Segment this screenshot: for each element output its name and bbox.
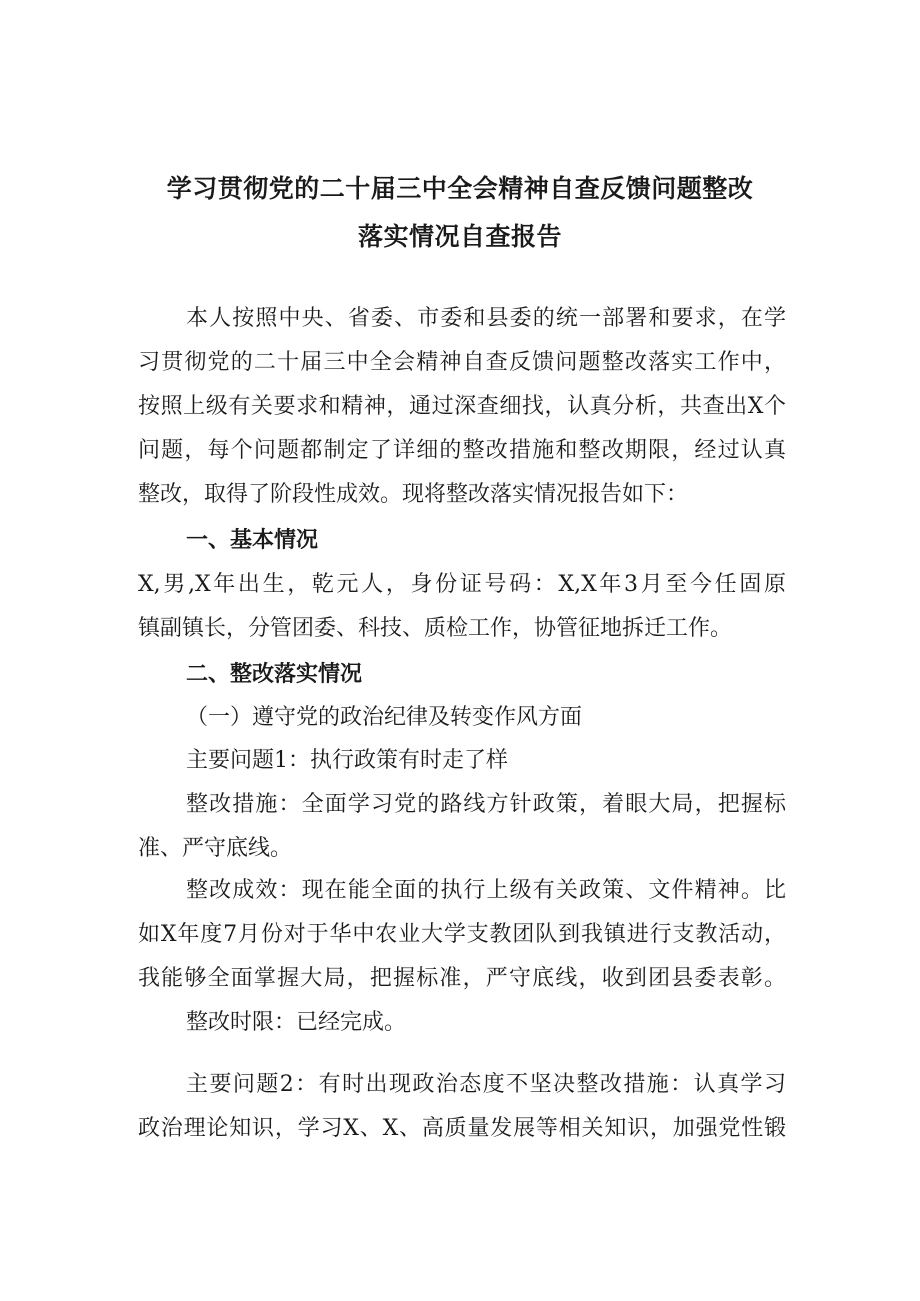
- section-1-line-2: 镇副镇长，分管团委、科技、质检工作，协管征地拆迁工作。: [138, 616, 733, 641]
- problem-1-title: 主要问题1：执行政策有时走了样: [186, 748, 508, 773]
- problem-1-measures-line-2: 准、严守底线。: [138, 836, 293, 861]
- problem-1-deadline: 整改时限：已经完成。: [186, 1010, 407, 1035]
- document-title-line-2: 落实情况自查报告: [357, 222, 562, 251]
- section-2-subheading: （一）遵守党的政治纪律及转变作风方面: [186, 705, 583, 730]
- intro-line-3: 按照上级有关要求和精神，通过深查细找，认真分析，共查出X个: [138, 394, 786, 419]
- intro-line-4: 问题，每个问题都制定了详细的整改措施和整改期限，经过认真: [138, 438, 786, 463]
- problem-1-measures-line-1: 整改措施：全面学习党的路线方针政策，着眼大局，把握标: [186, 792, 786, 817]
- section-1-line-1: X,男,X年出生，乾元人，身份证号码：X,X年3月至今任固原: [138, 572, 786, 597]
- problem-2-line-2: 政治理论知识，学习X、X、高质量发展等相关知识，加强党性锻: [138, 1116, 786, 1141]
- intro-line-2: 习贯彻党的二十届三中全会精神自查反馈问题整改落实工作中，: [138, 350, 786, 375]
- section-1-heading: 一、基本情况: [186, 528, 319, 553]
- problem-2-line-1: 主要问题2：有时出现政治态度不坚决整改措施：认真学习: [186, 1072, 786, 1097]
- document-title-line-1: 学习贯彻党的二十届三中全会精神自查反馈问题整改: [166, 174, 754, 203]
- intro-line-5: 整改，取得了阶段性成效。现将整改落实情况报告如下：: [138, 482, 689, 507]
- problem-1-results-line-2: 如X年度7月份对于华中农业大学支教团队到我镇进行支教活动，: [138, 922, 786, 947]
- section-2-heading: 二、整改落实情况: [186, 662, 363, 687]
- intro-line-1: 本人按照中央、省委、市委和县委的统一部署和要求，在学: [186, 306, 786, 331]
- problem-1-results-line-3: 我能够全面掌握大局，把握标准，严守底线，收到团县委表彰。: [138, 966, 786, 991]
- problem-1-results-line-1: 整改成效：现在能全面的执行上级有关政策、文件精神。比: [186, 878, 786, 903]
